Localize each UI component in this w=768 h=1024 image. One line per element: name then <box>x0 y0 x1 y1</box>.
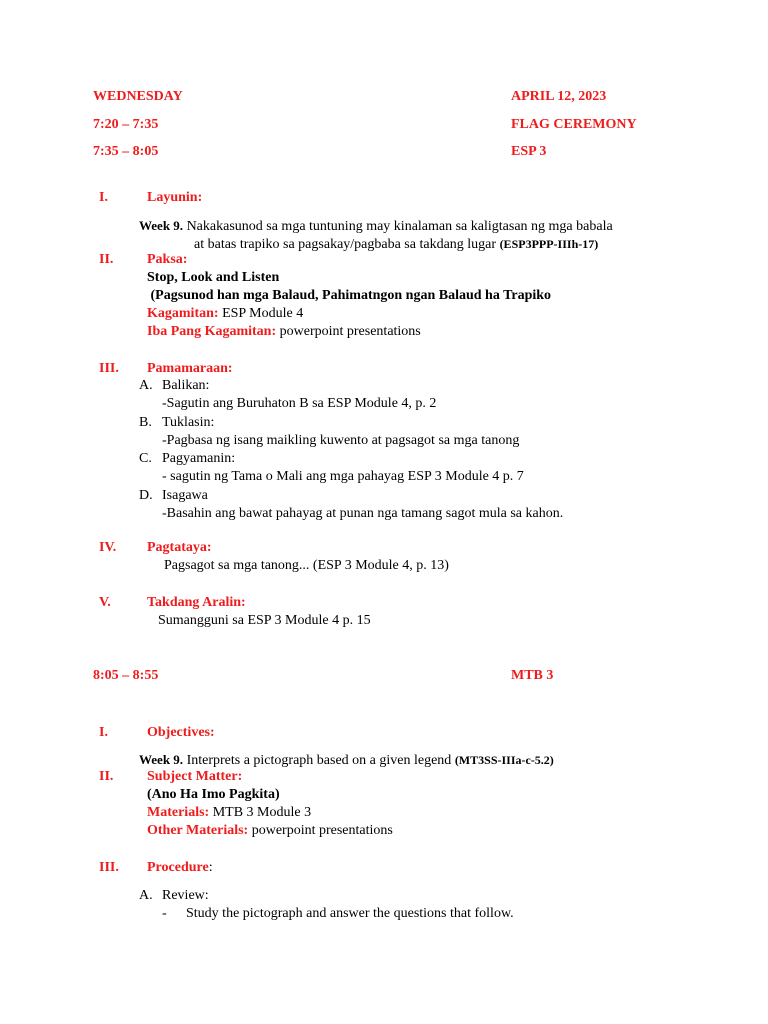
mtb-objective-text: Interprets a pictograph based on a given legend <box>183 753 455 768</box>
esp-objective-text: Nakakasunod sa mga tuntuning may kinalaman sa kaligtasan ng mga babala <box>183 219 613 234</box>
mtb-section-3-heading <box>147 859 213 877</box>
mtb-section-3-colon: : <box>208 860 213 875</box>
mtb-section-1-number: I. <box>99 725 108 740</box>
esp-section-1-number: I. <box>99 190 108 205</box>
esp-other-value: powerpoint presentations <box>276 324 421 339</box>
esp-subtopic <box>147 287 551 305</box>
esp-section-2-number: II. <box>99 252 114 267</box>
esp-subtopic-text: (Pagsunod han mga Balaud, Pahimatngon ngan Balaud ha Trapiko <box>150 288 552 303</box>
esp-section-4-number: IV. <box>99 540 117 555</box>
esp-step-letter-a: A. <box>139 378 153 393</box>
mtb-section-2-title: Subject Matter: <box>147 769 243 784</box>
subject-slot-2: ESP 3 <box>511 144 547 159</box>
time-slot-3: 8:05 – 8:55 <box>93 668 159 683</box>
mtb-step-name-a: Review: <box>162 888 209 903</box>
esp-step-letter-c: C. <box>139 451 152 466</box>
esp-step-letter-d: D. <box>139 488 153 503</box>
mtb-section-3-number: III. <box>99 860 119 875</box>
esp-step-detail-c: - sagutin ng Tama o Mali ang mga pahayag ESP 3 Module 4 p. 7 <box>162 469 524 484</box>
esp-section-5-number: V. <box>99 595 111 610</box>
mtb-section-3-title: Procedure <box>147 860 209 875</box>
esp-step-detail-d: -Basahin ang bawat pahayag at punan nga tamang sagot mula sa kahon. <box>162 506 564 521</box>
esp-section-2-title: Paksa: <box>147 252 188 267</box>
esp-section-3-number: III. <box>99 361 119 376</box>
subject-slot-1: FLAG CEREMONY <box>511 117 637 132</box>
mtb-section-2-number: II. <box>99 769 114 784</box>
time-slot-2: 7:35 – 8:05 <box>93 144 159 159</box>
time-slot-1: 7:20 – 7:35 <box>93 117 159 132</box>
subject-slot-3: MTB 3 <box>511 668 554 683</box>
esp-step-name-d: Isagawa <box>162 488 208 503</box>
mtb-step-bullet: - <box>162 906 167 921</box>
esp-objective-line-2 <box>194 235 598 254</box>
esp-assignment: Sumangguni sa ESP 3 Module 4 p. 15 <box>158 613 371 628</box>
esp-step-name-a: Balikan: <box>162 378 210 393</box>
esp-topic: Stop, Look and Listen <box>147 270 280 285</box>
mtb-section-1-title: Objectives: <box>147 725 215 740</box>
esp-week-label: Week 9. <box>139 218 184 233</box>
mtb-materials-value: MTB 3 Module 3 <box>209 805 312 820</box>
esp-materials-label: Kagamitan: <box>147 306 219 321</box>
esp-objective-line-1 <box>139 217 613 236</box>
esp-objective-code: (ESP3PPP-IIIh-17) <box>499 237 599 251</box>
esp-other-label: Iba Pang Kagamitan: <box>147 324 277 339</box>
esp-step-name-c: Pagyamanin: <box>162 451 236 466</box>
esp-materials-value: ESP Module 4 <box>218 306 304 321</box>
mtb-objective-code: (MT3SS-IIIa-c-5.2) <box>454 753 554 767</box>
mtb-materials <box>147 804 311 822</box>
esp-section-4-title: Pagtataya: <box>147 540 212 555</box>
mtb-step-letter-a: A. <box>139 888 153 903</box>
esp-other-materials <box>147 323 421 341</box>
esp-assessment: Pagsagot sa mga tanong... (ESP 3 Module 4, p. 13) <box>164 558 449 573</box>
esp-step-name-b: Tuklasin: <box>162 415 215 430</box>
day-label: WEDNESDAY <box>93 89 183 104</box>
esp-objective-text-2: at batas trapiko sa pagsakay/pagbaba sa takdang lugar <box>194 237 497 252</box>
esp-section-1-title: Layunin: <box>147 190 203 205</box>
mtb-topic: (Ano Ha Imo Pagkita) <box>147 787 280 802</box>
esp-section-5-title: Takdang Aralin: <box>147 595 246 610</box>
mtb-other-label: Other Materials: <box>147 823 249 838</box>
mtb-week-label: Week 9. <box>139 752 184 767</box>
mtb-materials-label: Materials: <box>147 805 210 820</box>
esp-step-letter-b: B. <box>139 415 152 430</box>
esp-materials <box>147 305 303 323</box>
esp-section-3-title: Pamamaraan: <box>147 361 233 376</box>
date-label: APRIL 12, 2023 <box>511 89 607 104</box>
esp-step-detail-b: -Pagbasa ng isang maikling kuwento at pagsagot sa mga tanong <box>162 433 520 448</box>
esp-step-detail-a: -Sagutin ang Buruhaton B sa ESP Module 4, p. 2 <box>162 396 437 411</box>
mtb-other-value: powerpoint presentations <box>248 823 393 838</box>
mtb-other-materials <box>147 822 393 840</box>
mtb-step-bullet-text: Study the pictograph and answer the questions that follow. <box>186 906 514 921</box>
